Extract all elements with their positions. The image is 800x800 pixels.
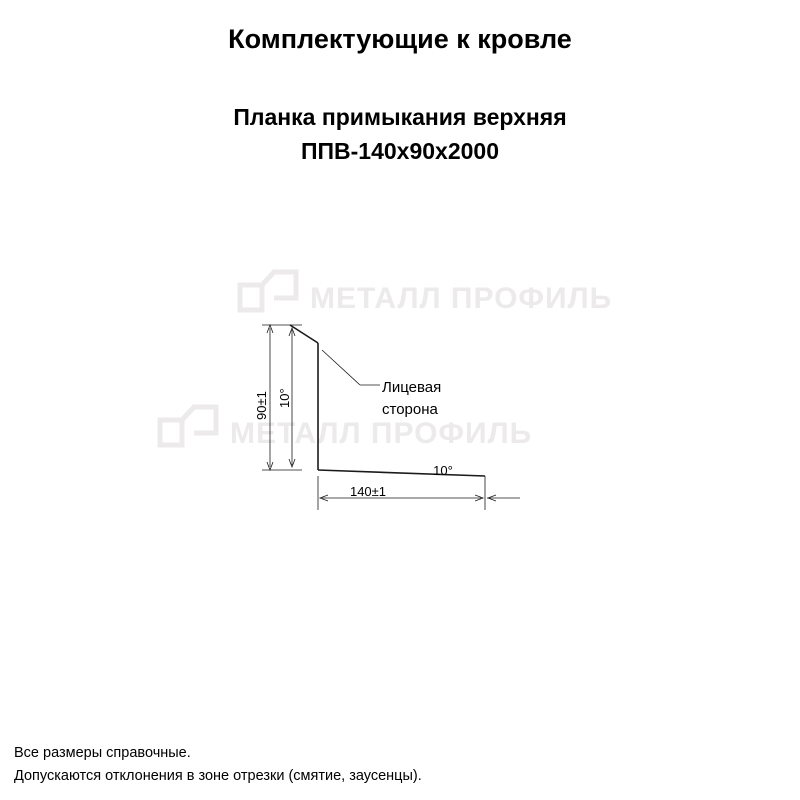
watermark-text: МЕТАЛЛ ПРОФИЛЬ [310,282,613,315]
footer-note-2: Допускаются отклонения в зоне отрезки (смятие, заусенцы). [14,768,422,784]
dim-height-angle-label: 10° [277,388,292,408]
technical-drawing [0,180,800,580]
footer-note-1: Все размеры справочные. [14,745,191,761]
product-name: Планка примыкания верхняя [233,104,567,130]
page-title: Комплектующие к кровле [228,24,572,54]
dim-width-label: 140±1 [349,484,387,499]
product-code: ППВ-140x90x2000 [300,138,500,164]
drawing-svg [0,180,800,580]
face-side-label-line2: сторона [382,401,438,418]
dim-height-label: 90±1 [254,391,269,420]
face-side-label-line1: Лицевая [382,379,442,396]
watermark-text: МЕТАЛЛ ПРОФИЛЬ [230,417,533,450]
dim-width-angle-label: 10° [433,463,453,478]
